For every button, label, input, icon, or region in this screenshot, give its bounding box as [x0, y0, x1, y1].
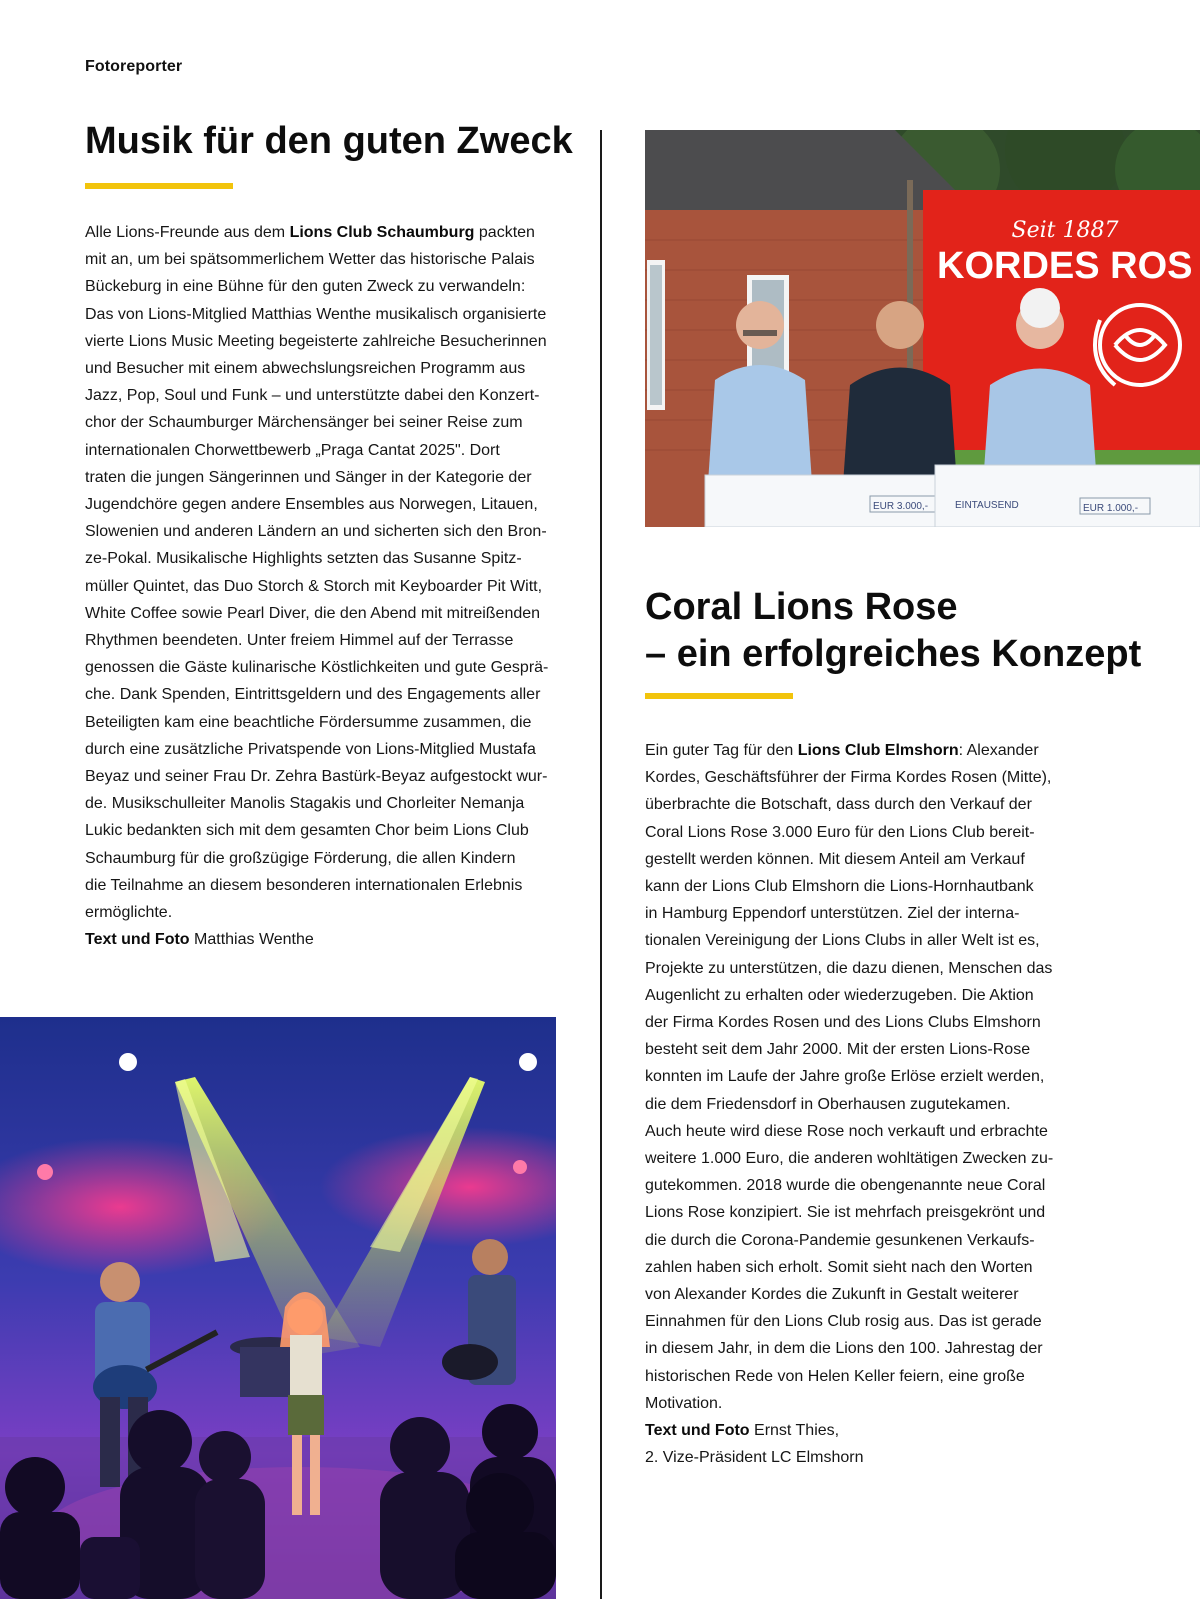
cheque-right-amount: EUR 1.000,- — [1083, 503, 1139, 514]
article2-line — [645, 737, 1165, 764]
article2-line: historischen Rede von Helen Keller feiern, eine große — [645, 1367, 1025, 1385]
article2-line: in Hamburg Eppendorf unterstützen. Ziel der interna- — [645, 905, 1020, 923]
article2-headline-line1: Coral Lions Rose — [645, 586, 958, 628]
article1-line: die Teilnahme an diesem besonderen internationalen Erlebnis — [85, 876, 523, 894]
article1-body — [85, 219, 585, 953]
article2-line: gutekommen. 2018 wurde die obengenannte neue Coral — [645, 1177, 1046, 1195]
kordes-photo — [645, 130, 1200, 527]
article2-credit-name: Ernst Thies, — [749, 1422, 840, 1440]
cheque-left-amount: EUR 3.000,- — [873, 501, 929, 512]
sign-script-text: Seit 1887 — [1011, 218, 1119, 243]
article1-credit-label: Text und Foto — [85, 931, 190, 949]
sign-brand-text: KORDES ROS — [937, 245, 1193, 287]
article2-line: überbrachte die Botschaft, dass durch den Verkauf der — [645, 796, 1032, 814]
article1-line: Rhythmen beendeten. Unter freiem Himmel auf der Terrasse — [85, 632, 514, 650]
article2-credit — [645, 1417, 1165, 1444]
article2-line: die dem Friedensdorf in Oberhausen zugutekamen. — [645, 1095, 1011, 1113]
article2-line: Augenlicht zu erhalten oder wiederzugeben. Die Aktion — [645, 986, 1034, 1004]
article2-line: Kordes, Geschäftsführer der Firma Kordes Rosen (Mitte), — [645, 769, 1052, 787]
article2-line: kann der Lions Club Elmshorn die Lions-Hornhautbank — [645, 878, 1034, 896]
concert-photo — [0, 1017, 556, 1599]
article1-line: Jazz, Pop, Soul und Funk – und unterstützte dabei den Konzert- — [85, 387, 540, 405]
article2-line: weitere 1.000 Euro, die anderen wohltätigen Zwecken zu- — [645, 1150, 1054, 1168]
article1-line: che. Dank Spenden, Eintrittsgeldern und des Engagements aller — [85, 686, 541, 704]
article1-club-name: Lions Club Schaumburg — [289, 224, 475, 241]
article2-line: von Alexander Kordes die Zukunft in Gestalt weiterer — [645, 1286, 1019, 1304]
article1-credit-name: Matthias Wenthe — [189, 931, 314, 949]
article1-line: ze-Pokal. Musikalische Highlights setzten das Susanne Spitz- — [85, 550, 522, 568]
article1-line: Lukic bedankten sich mit dem gesamten Chor beim Lions Club — [85, 822, 529, 840]
article2-line: Auch heute wird diese Rose noch verkauft und erbrachte — [645, 1122, 1048, 1140]
column-divider — [600, 130, 602, 1599]
article2-line: die durch die Corona-Pandemie gesunkenen Verkaufs- — [645, 1231, 1035, 1249]
article1-credit — [85, 926, 585, 953]
article1-headline: Musik für den guten Zweck — [85, 120, 573, 162]
article2-credit-role: 2. Vize-Präsident LC Elmshorn — [645, 1449, 864, 1467]
section-label: Fotoreporter — [85, 58, 183, 75]
article1-accent-bar — [85, 183, 233, 189]
article1-line: Bückeburg in eine Bühne für den guten Zweck zu verwandeln: — [85, 278, 526, 296]
article1-line: Slowenien und anderen Ländern an und sicherten sich den Bron- — [85, 523, 547, 541]
article2-credit-label: Text und Foto — [645, 1422, 750, 1440]
article1-intro: Alle Lions-Freunde aus dem — [85, 224, 290, 241]
article2-line: in diesem Jahr, in dem die Lions den 100. Jahrestag der — [645, 1340, 1043, 1358]
article1-line: internationalen Chorwettbewerb „Praga Cantat 2025". Dort — [85, 441, 500, 459]
article1-line-text: packten — [474, 224, 535, 241]
article2-line: tionalen Vereinigung der Lions Clubs in aller Welt ist es, — [645, 932, 1040, 950]
article2-line: der Firma Kordes Rosen und des Lions Clubs Elmshorn — [645, 1014, 1041, 1032]
article1-line: Beteiligten kam eine beachtliche Fördersumme zusammen, die — [85, 713, 532, 731]
article2-line: Lions Rose konzipiert. Sie ist mehrfach preisgekrönt und — [645, 1204, 1046, 1222]
article2-line: Einnahmen für den Lions Club rosig aus. Das ist gerade — [645, 1313, 1042, 1331]
article2-line-text: : Alexander — [958, 742, 1039, 759]
cheque-right — [935, 465, 1200, 527]
article2-intro: Ein guter Tag für den — [645, 742, 798, 759]
article1-line: traten die jungen Sängerinnen und Sänger in der Kategorie der — [85, 468, 532, 486]
article2-line: konnten im Laufe der Jahre große Erlöse erzielt werden, — [645, 1068, 1045, 1086]
article2-accent-bar — [645, 693, 793, 699]
article2-line: besteht seit dem Jahr 2000. Mit der ersten Lions-Rose — [645, 1041, 1031, 1059]
article1-line: vierte Lions Music Meeting begeisterte zahlreiche Besucherinnen — [85, 332, 547, 350]
article1-line: Schaumburg für die großzügige Förderung, die allen Kindern — [85, 849, 516, 867]
cheque-right-title: EINTAUSEND — [955, 500, 1019, 511]
article1-line: Beyaz und seiner Frau Dr. Zehra Bastürk-Beyaz aufgestockt wur- — [85, 768, 548, 786]
article1-line: White Coffee sowie Pearl Diver, die den Abend mit mitreißenden — [85, 604, 541, 622]
article1-line: und Besucher mit einem abwechslungsreichen Programm aus — [85, 360, 526, 378]
article2-headline — [645, 584, 1141, 678]
article1-line: müller Quintet, das Duo Storch & Storch mit Keyboarder Pit Witt, — [85, 577, 543, 595]
article1-line: durch eine zusätzliche Privatspende von Lions-Mitglied Mustafa — [85, 740, 536, 758]
article1-line: chor der Schaumburger Märchensänger bei seiner Reise zum — [85, 414, 523, 432]
article1-line: Jugendchöre gegen andere Ensembles aus Norwegen, Litauen, — [85, 496, 538, 514]
article2-line: gestellt werden können. Mit diesem Anteil am Verkauf — [645, 850, 1025, 868]
article2-line: Projekte zu unterstützen, die dazu dienen, Menschen das — [645, 959, 1053, 977]
article2-line: zahlen haben sich erholt. Somit sieht nach den Worten — [645, 1258, 1033, 1276]
article1-line: ermöglichte. — [85, 904, 173, 922]
article1-line: mit an, um bei spätsommerlichem Wetter das historische Palais — [85, 251, 535, 269]
article2-headline-line2: – ein erfolgreiches Konzept — [645, 633, 1142, 675]
article1-line: de. Musikschulleiter Manolis Stagakis und Chorleiter Nemanja — [85, 795, 525, 813]
article1-line: genossen die Gäste kulinarische Köstlichkeiten und gute Gesprä- — [85, 659, 549, 677]
article2-line: Coral Lions Rose 3.000 Euro für den Lions Club bereit- — [645, 823, 1035, 841]
cheque-left — [705, 475, 955, 527]
article2-body — [645, 737, 1165, 1471]
article2-line: Motivation. — [645, 1394, 723, 1412]
article1-line — [85, 219, 585, 246]
article2-club-name: Lions Club Elmshorn — [797, 742, 959, 759]
article1-line: Das von Lions-Mitglied Matthias Wenthe musikalisch organisierte — [85, 305, 547, 323]
